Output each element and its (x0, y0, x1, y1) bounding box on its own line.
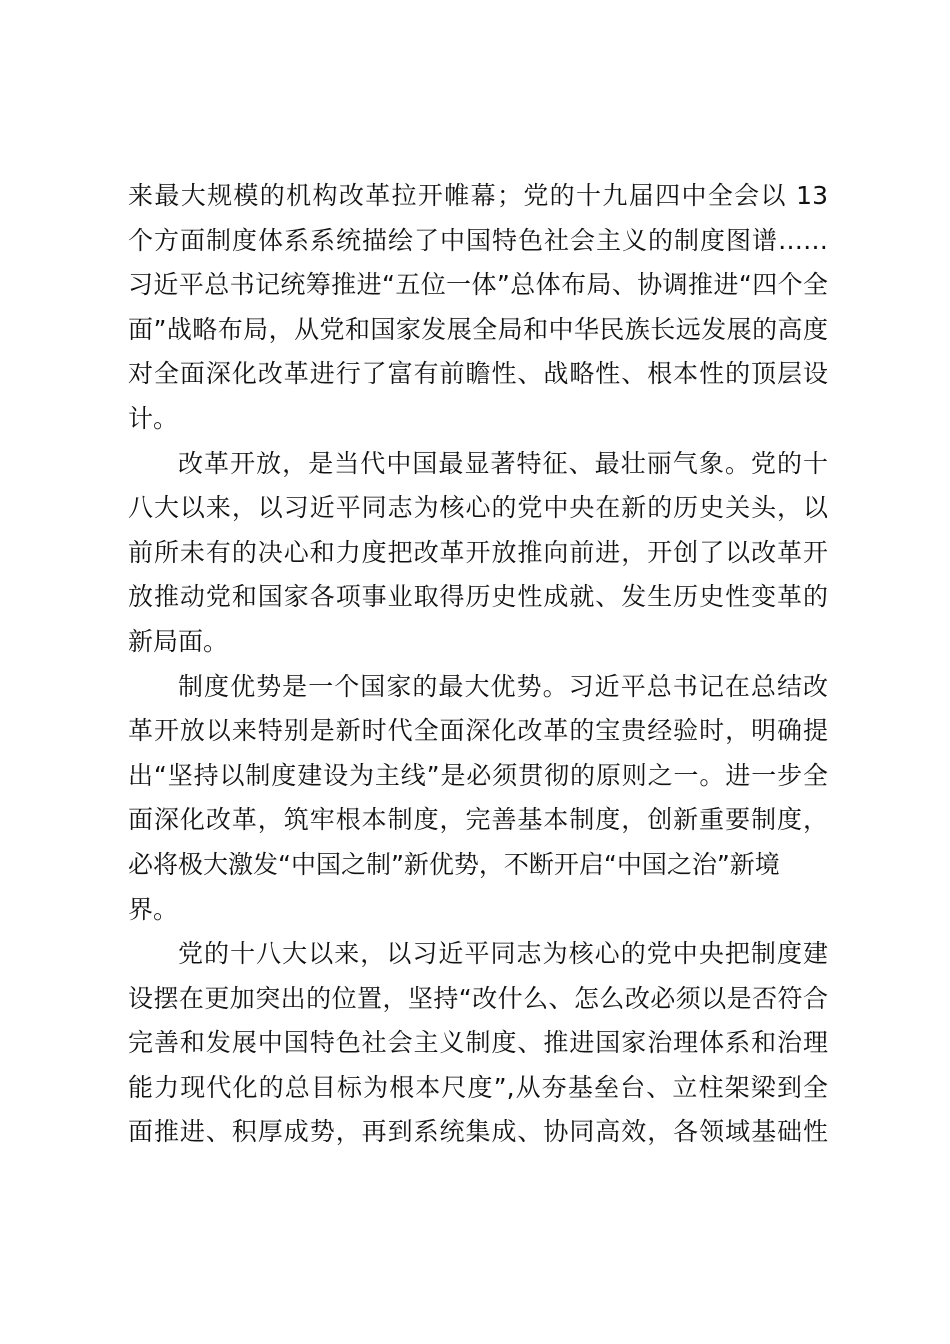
text-line: 来最大规模的机构改革拉开帷幕；党的十九届四中全会以 13 (128, 181, 828, 210)
text-line: 改革开放，是当代中国最显著特征、最壮丽气象。党的十 (178, 448, 828, 478)
text-line: 革开放以来特别是新时代全面深化改革的宝贵经验时，明确提 (128, 716, 828, 746)
text-line: 党的十八大以来，以习近平同志为核心的党中央把制度建 (178, 939, 828, 969)
paragraph-2 (128, 442, 828, 665)
paragraph-3 (128, 665, 828, 933)
text-line: 前所未有的决心和力度把改革开放推向前进，开创了以改革开 (128, 537, 828, 567)
paragraph-4 (128, 932, 828, 1155)
text-line: 面深化改革，筑牢根本制度，完善基本制度，创新重要制度， (128, 805, 828, 835)
text-line: 放推动党和国家各项事业取得历史性成就、发生历史性变革的 (128, 582, 828, 612)
text-line: 新局面。 (128, 626, 229, 656)
text-line: 个方面制度体系系统描绘了中国特色社会主义的制度图谱…… (128, 225, 828, 255)
text-line: 设摆在更加突出的位置，坚持“改什么、怎么改必须以是否符合 (128, 983, 828, 1013)
document-body (128, 174, 828, 1155)
text-line: 完善和发展中国特色社会主义制度、推进国家治理体系和治理 (128, 1028, 828, 1058)
paragraph-1 (128, 174, 828, 442)
text-line: 制度优势是一个国家的最大优势。习近平总书记在总结改 (178, 671, 828, 701)
text-line: 八大以来，以习近平同志为核心的党中央在新的历史关头，以 (128, 493, 828, 523)
text-line: 面推进、积厚成势，再到系统集成、协同高效，各领域基础性 (128, 1117, 828, 1147)
text-line: 对全面深化改革进行了富有前瞻性、战略性、根本性的顶层设 (128, 359, 828, 389)
text-line: 能力现代化的总目标为根本尺度”,从夯基垒台、立柱架梁到全 (128, 1072, 828, 1102)
text-line: 出“坚持以制度建设为主线”是必须贯彻的原则之一。进一步全 (128, 760, 828, 790)
text-line: 计。 (128, 403, 179, 433)
text-line: 必将极大激发“中国之制”新优势，不断开启“中国之治”新境 (128, 849, 780, 879)
text-line: 习近平总书记统筹推进“五位一体”总体布局、协调推进“四个全 (128, 270, 828, 300)
text-line: 面”战略布局，从党和国家发展全局和中华民族长远发展的高度 (128, 314, 828, 344)
text-line: 界。 (128, 894, 179, 924)
